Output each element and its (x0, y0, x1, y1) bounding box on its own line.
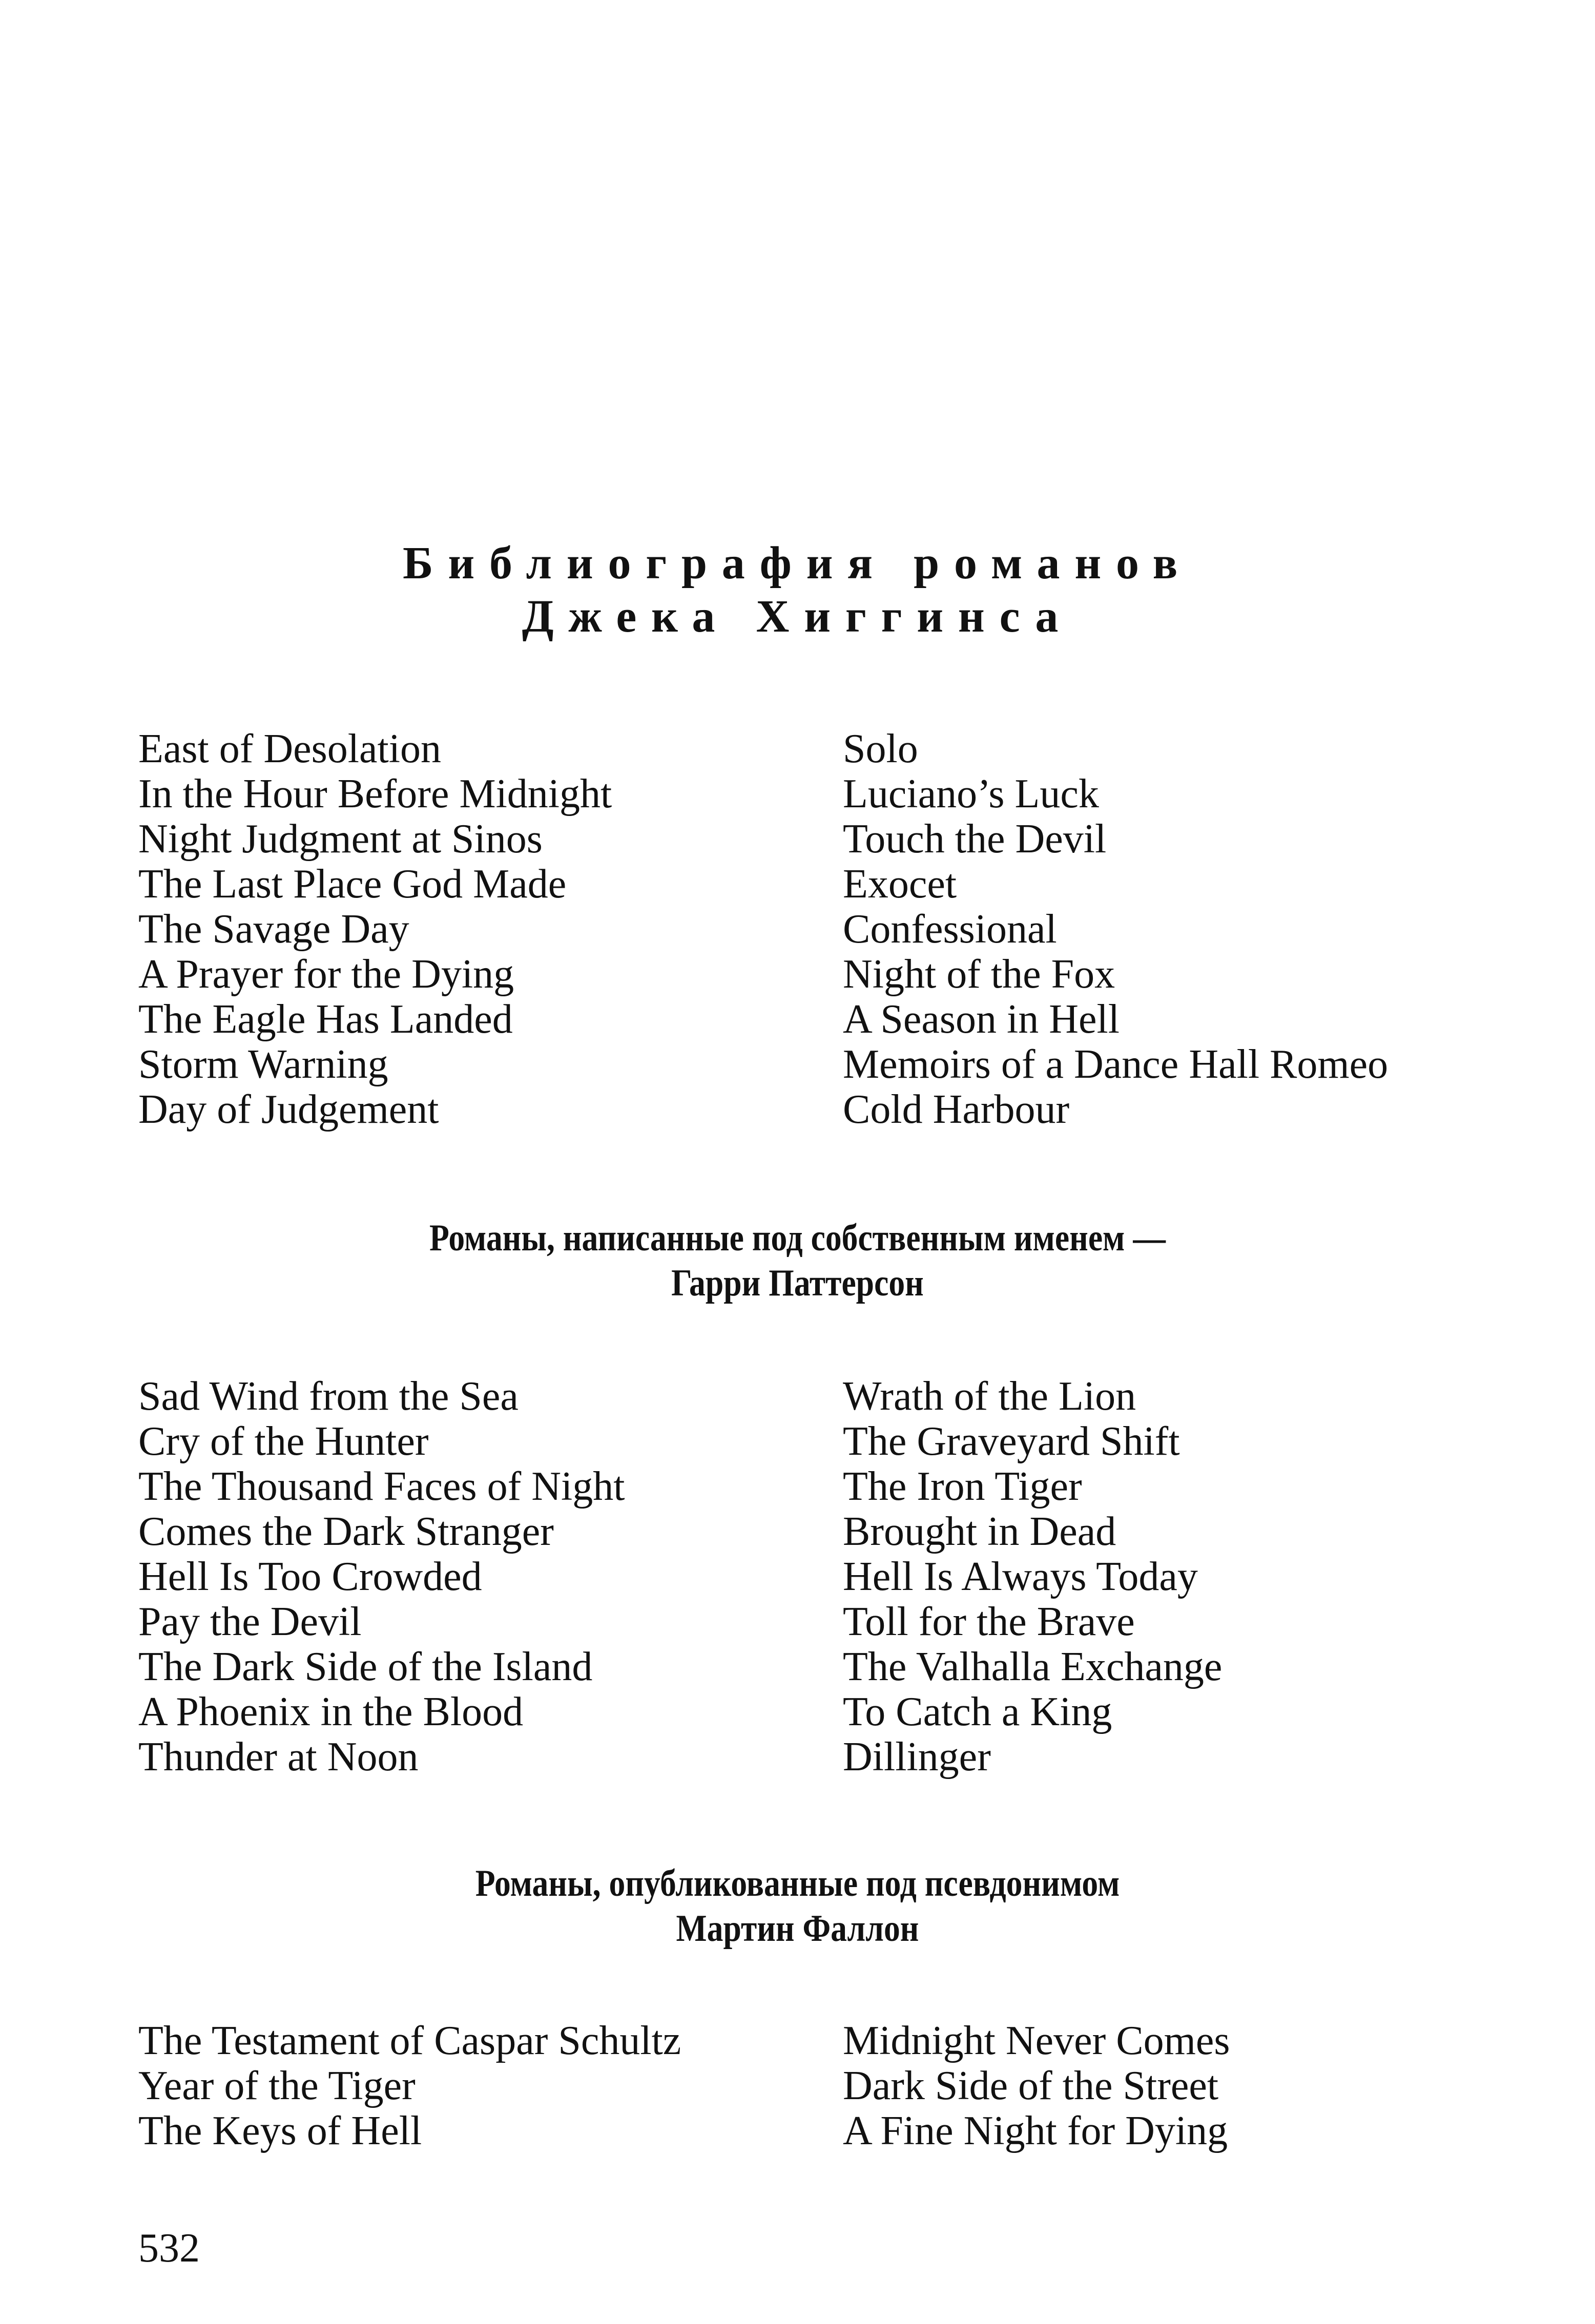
list-item: The Last Place God Made (138, 862, 567, 907)
fallon-titles-right-column (843, 2018, 1230, 2153)
fallon-heading-line-1: Романы, опубликованные под псевдонимом (475, 1862, 1120, 1904)
list-item: The Iron Tiger (843, 1464, 1082, 1509)
list-item: The Testament of Caspar Schultz (138, 2018, 681, 2063)
list-item: A Phoenix in the Blood (138, 1689, 524, 1734)
patterson-heading-line-2: Гарри Паттерсон (671, 1262, 924, 1304)
fallon-section-heading (112, 1862, 1483, 1955)
list-item: Luciano’s Luck (843, 771, 1099, 816)
list-item: Cold Harbour (843, 1087, 1070, 1132)
list-item: The Keys of Hell (138, 2108, 422, 2153)
list-item: Confessional (843, 907, 1057, 952)
fallon-titles-left-column (138, 2018, 681, 2153)
list-item: Comes the Dark Stranger (138, 1509, 554, 1554)
list-item: Pay the Devil (138, 1599, 362, 1644)
page-number: 532 (138, 2226, 200, 2271)
bibliography-title-line-1: Библиография романов (403, 538, 1192, 589)
list-item: Touch the Devil (843, 816, 1107, 862)
list-item: Solo (843, 726, 918, 771)
list-item: A Prayer for the Dying (138, 952, 514, 997)
list-item: Dillinger (843, 1734, 991, 1779)
list-item: Memoirs of a Dance Hall Romeo (843, 1042, 1389, 1087)
higgins-titles-right-column (843, 726, 1388, 1132)
bibliography-title (0, 540, 1595, 647)
bibliography-title-line-2: Джека Хиггинса (522, 591, 1073, 642)
patterson-heading-line-1: Романы, написанные под собственным именем — (429, 1217, 1166, 1259)
list-item: Night of the Fox (843, 952, 1115, 997)
list-item: Storm Warning (138, 1042, 388, 1087)
list-item: The Thousand Faces of Night (138, 1464, 625, 1509)
list-item: Dark Side of the Street (843, 2063, 1219, 2108)
list-item: In the Hour Before Midnight (138, 771, 612, 816)
list-item: To Catch a King (843, 1689, 1112, 1734)
list-item: Night Judgment at Sinos (138, 816, 543, 862)
list-item: The Valhalla Exchange (843, 1644, 1223, 1689)
list-item: The Graveyard Shift (843, 1419, 1180, 1464)
list-item: Day of Judgement (138, 1087, 439, 1132)
patterson-titles-left-column (138, 1374, 625, 1779)
list-item: Sad Wind from the Sea (138, 1374, 519, 1419)
patterson-titles-right-column (843, 1374, 1222, 1779)
list-item: Midnight Never Comes (843, 2018, 1230, 2063)
list-item: Cry of the Hunter (138, 1419, 429, 1464)
list-item: East of Desolation (138, 726, 441, 771)
list-item: Hell Is Always Today (843, 1554, 1198, 1599)
list-item: Toll for the Brave (843, 1599, 1135, 1644)
fallon-heading-line-2: Мартин Фаллон (676, 1908, 919, 1950)
list-item: A Fine Night for Dying (843, 2108, 1228, 2153)
list-item: The Dark Side of the Island (138, 1644, 593, 1689)
list-item: A Season in Hell (843, 997, 1120, 1042)
list-item: Thunder at Noon (138, 1734, 419, 1779)
list-item: Wrath of the Lion (843, 1374, 1136, 1419)
higgins-titles-left-column (138, 726, 612, 1132)
patterson-section-heading (112, 1219, 1483, 1309)
list-item: Exocet (843, 862, 957, 907)
list-item: Hell Is Too Crowded (138, 1554, 482, 1599)
list-item: Year of the Tiger (138, 2063, 416, 2108)
list-item: The Eagle Has Landed (138, 997, 513, 1042)
list-item: Brought in Dead (843, 1509, 1116, 1554)
list-item: The Savage Day (138, 907, 409, 952)
